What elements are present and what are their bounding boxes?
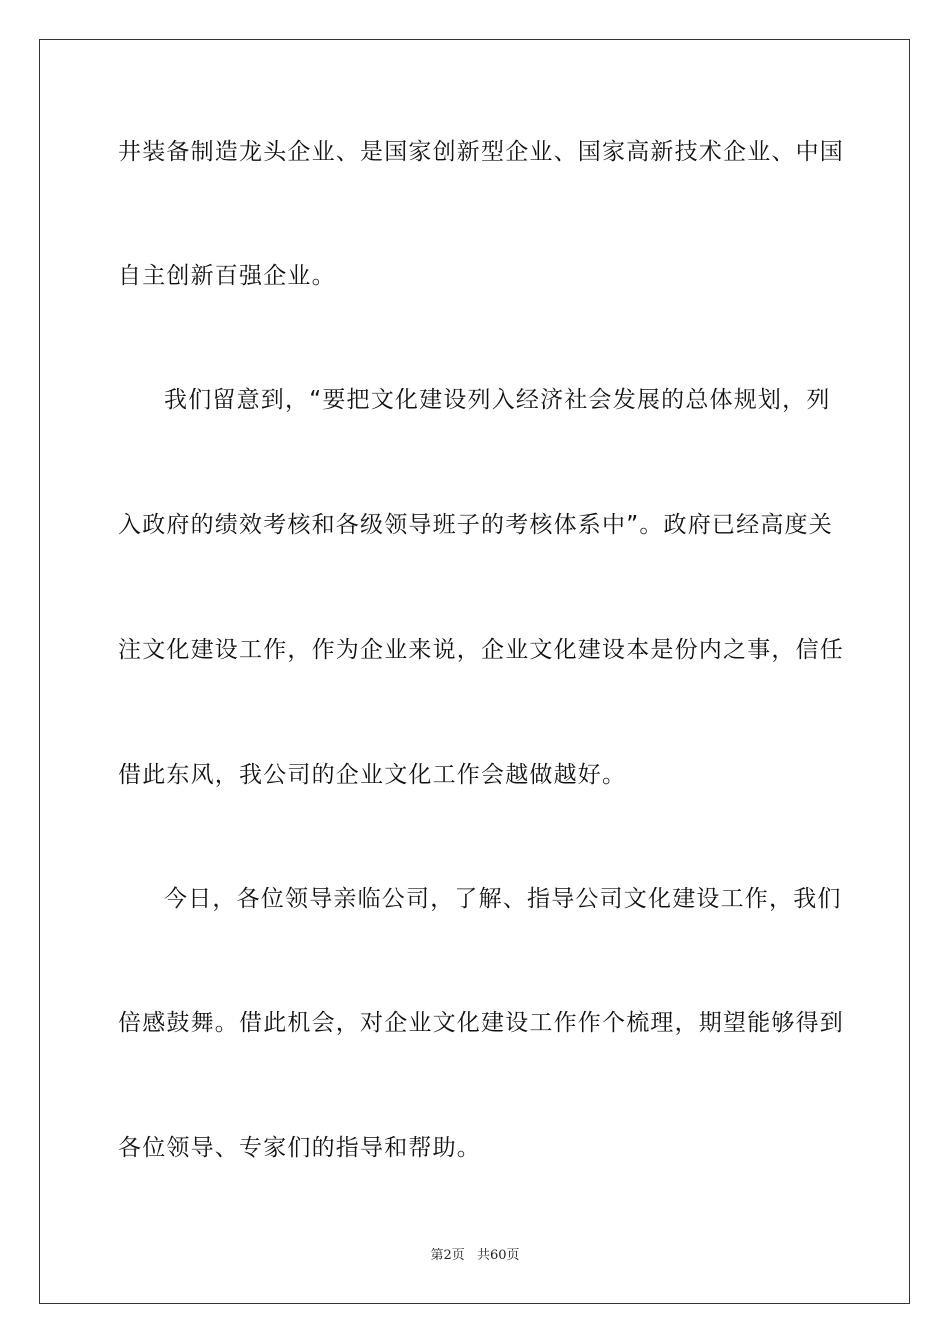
body-text-line: 入政府的绩效考核和各级领导班子的考核体系中”。政府已经高度关 [118,512,833,538]
page-total: 共60页 [476,1248,520,1263]
body-text-line: 各位领导、专家们的指导和帮助。 [118,1135,481,1161]
body-text-line: 借此东风，我公司的企业文化工作会越做越好。 [118,762,627,788]
body-text-line: 注文化建设工作，作为企业来说，企业文化建设本是份内之事，信任 [118,637,844,663]
page-frame [39,39,910,1304]
body-text-line: 倍感鼓舞。借此机会，对企业文化建设工作作个梳理，期望能够得到 [118,1010,844,1036]
page-number: 第2页 [430,1248,465,1263]
body-text-line: 自主创新百强企业。 [118,263,336,289]
body-text-line: 井装备制造龙头企业、是国家创新型企业、国家高新技术企业、中国 [118,139,844,165]
paragraph-start-line: 今日，各位领导亲临公司，了解、指导公司文化建设工作，我们 [164,886,842,912]
page-footer [0,1247,950,1265]
paragraph-start-line: 我们留意到，“要把文化建设列入经济社会发展的总体规划，列 [164,387,831,413]
